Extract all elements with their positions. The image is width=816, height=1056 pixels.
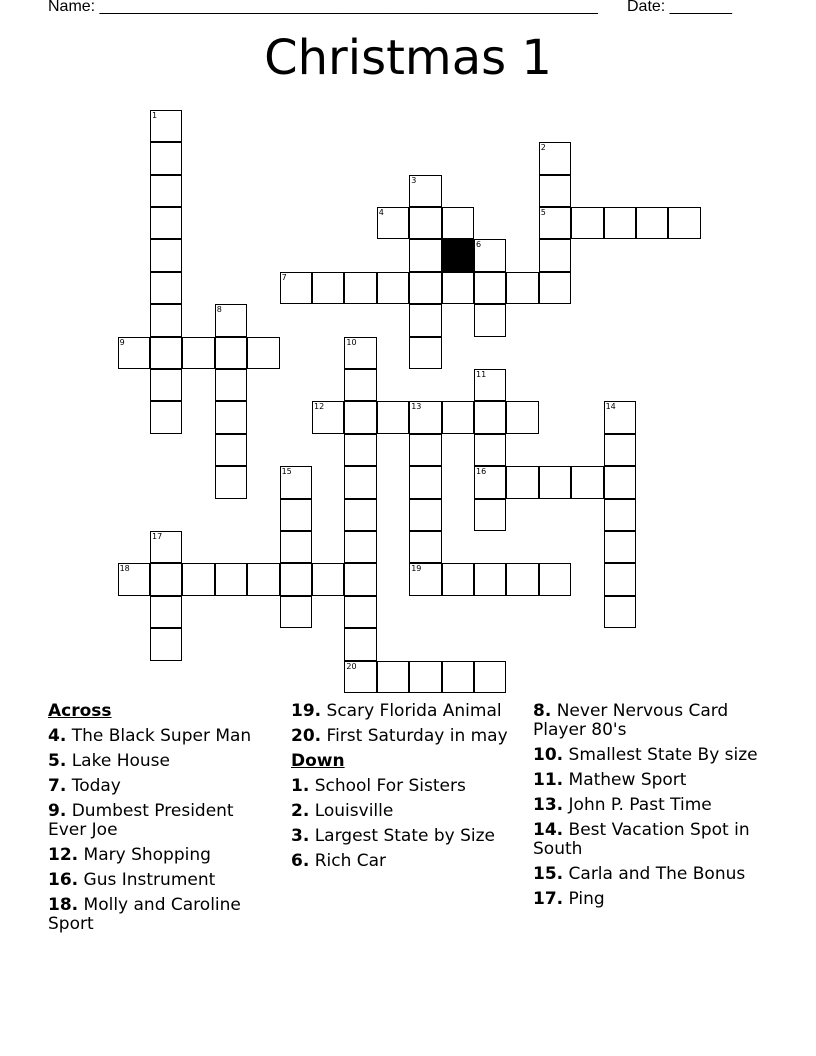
grid-cell[interactable]: [344, 563, 376, 595]
grid-cell[interactable]: [409, 239, 441, 271]
grid-cell[interactable]: [604, 531, 636, 563]
clue-number-label: 2.: [291, 801, 310, 821]
grid-cell[interactable]: [377, 207, 409, 239]
grid-cell[interactable]: [539, 175, 571, 207]
clue-text: Best Vacation Spot in South: [533, 820, 750, 859]
grid-cell[interactable]: [215, 337, 247, 369]
clue-number-label: 1.: [291, 776, 310, 796]
grid-cell[interactable]: [150, 401, 182, 433]
grid-cell[interactable]: [247, 563, 279, 595]
grid-cell[interactable]: [150, 272, 182, 304]
grid-cell[interactable]: [409, 434, 441, 466]
grid-cell[interactable]: [571, 466, 603, 498]
grid-cell[interactable]: [377, 401, 409, 433]
clue-number-label: 11.: [533, 770, 564, 790]
grid-cell[interactable]: [150, 110, 182, 142]
clue-number: 17: [152, 532, 163, 541]
grid-cell[interactable]: [182, 563, 214, 595]
clue-number: 7: [281, 272, 287, 282]
grid-cell[interactable]: [539, 239, 571, 271]
grid-cell[interactable]: [442, 661, 474, 693]
clue-item: [48, 752, 273, 771]
clue-item: [48, 802, 273, 840]
grid-cell[interactable]: [539, 142, 571, 174]
grid-cell[interactable]: [604, 466, 636, 498]
grid-cell[interactable]: [604, 207, 636, 239]
grid-cell[interactable]: [442, 563, 474, 595]
grid-cell[interactable]: [215, 434, 247, 466]
grid-cell[interactable]: [377, 661, 409, 693]
clue-text: Molly and Caroline Sport: [48, 895, 241, 934]
grid-cell[interactable]: [280, 531, 312, 563]
clue-text: Smallest State By size: [568, 745, 758, 765]
clue-number-label: 10.: [533, 745, 564, 765]
grid-cell[interactable]: [150, 531, 182, 563]
clue-number-label: 18.: [48, 895, 79, 915]
blocked-cell: [442, 239, 474, 271]
grid-cell[interactable]: [215, 369, 247, 401]
page-title: Christmas 1: [264, 30, 552, 86]
grid-cell[interactable]: [150, 596, 182, 628]
clue-item: [291, 777, 516, 796]
clue-item: [533, 821, 758, 859]
clue-item: [48, 727, 273, 746]
clue-text: Louisville: [314, 801, 394, 821]
clue-text: Today: [71, 776, 121, 796]
grid-cell[interactable]: [409, 175, 441, 207]
clue-number-label: 7.: [48, 776, 67, 796]
grid-cell[interactable]: [150, 175, 182, 207]
across-heading: Across: [48, 701, 112, 721]
clue-number-label: 3.: [291, 826, 310, 846]
grid-cell[interactable]: [150, 628, 182, 660]
grid-cell[interactable]: [409, 304, 441, 336]
grid-cell[interactable]: [442, 207, 474, 239]
clue-text: Never Nervous Card Player 80's: [533, 701, 729, 740]
grid-cell[interactable]: [474, 661, 506, 693]
clue-number-label: 5.: [48, 751, 67, 771]
clue-number-label: 15.: [533, 864, 564, 884]
clue-number: 14: [605, 402, 616, 412]
clue-text: Gus Instrument: [83, 870, 216, 890]
grid-cell[interactable]: [506, 563, 538, 595]
clue-number: 8: [216, 305, 222, 315]
grid-cell[interactable]: [344, 369, 376, 401]
clue-number-label: 4.: [48, 726, 67, 746]
down-heading: Down: [291, 751, 345, 771]
grid-cell[interactable]: [150, 142, 182, 174]
grid-cell[interactable]: [604, 401, 636, 433]
grid-cell[interactable]: [312, 401, 344, 433]
clue-number: 5: [540, 208, 546, 217]
grid-cell[interactable]: [150, 563, 182, 595]
clue-item: [291, 802, 516, 821]
date-field: Date: _______: [627, 0, 732, 15]
grid-cell[interactable]: [280, 596, 312, 628]
grid-cell[interactable]: [442, 401, 474, 433]
grid-cell[interactable]: [280, 272, 312, 304]
grid-cell[interactable]: [506, 401, 538, 433]
clue-item: [291, 727, 516, 746]
grid-cell[interactable]: [150, 337, 182, 369]
clue-item: [533, 746, 758, 765]
grid-cell[interactable]: [312, 563, 344, 595]
grid-cell[interactable]: [604, 434, 636, 466]
clue-text: John P. Past Time: [568, 795, 712, 815]
grid-cell[interactable]: [442, 272, 474, 304]
grid-cell[interactable]: [474, 401, 506, 433]
grid-cell[interactable]: [474, 563, 506, 595]
clue-number: 19: [411, 564, 422, 574]
grid-cell[interactable]: [474, 239, 506, 271]
grid-cell[interactable]: [150, 207, 182, 239]
clue-item: [533, 890, 758, 909]
grid-cell[interactable]: [409, 499, 441, 531]
grid-cell[interactable]: [409, 401, 441, 433]
grid-cell[interactable]: [344, 434, 376, 466]
clue-number-label: 8.: [533, 701, 552, 721]
clue-number-label: 17.: [533, 889, 564, 909]
clue-number: 1: [152, 110, 158, 120]
grid-cell[interactable]: [409, 466, 441, 498]
clue-text: Mathew Sport: [568, 770, 687, 790]
grid-cell[interactable]: [150, 369, 182, 401]
grid-cell[interactable]: [474, 304, 506, 336]
grid-cell[interactable]: [409, 272, 441, 304]
clue-item: [291, 852, 516, 871]
clue-column-3: [533, 702, 758, 915]
grid-cell[interactable]: [604, 596, 636, 628]
clue-item: [533, 702, 758, 740]
clue-item: [533, 771, 758, 790]
grid-cell[interactable]: [571, 207, 603, 239]
grid-cell[interactable]: [118, 337, 150, 369]
clue-text: School For Sisters: [314, 776, 466, 796]
grid-cell[interactable]: [409, 563, 441, 595]
clue-text: Scary Florida Animal: [326, 701, 502, 721]
grid-cell[interactable]: [539, 563, 571, 595]
grid-cell[interactable]: [344, 272, 376, 304]
clue-number-label: 9.: [48, 801, 67, 821]
grid-cell[interactable]: [409, 661, 441, 693]
grid-cell[interactable]: [474, 466, 506, 498]
clue-number: 15: [281, 467, 292, 477]
clue-item: [533, 796, 758, 815]
clue-number-label: 16.: [48, 870, 79, 890]
clue-text: First Saturday in may: [326, 726, 508, 746]
grid-cell[interactable]: [344, 337, 376, 369]
clue-number: 2: [540, 143, 546, 153]
clue-text: Rich Car: [314, 851, 387, 871]
grid-cell[interactable]: [636, 207, 668, 239]
grid-cell[interactable]: [409, 337, 441, 369]
grid-cell[interactable]: [377, 272, 409, 304]
grid-cell[interactable]: [604, 563, 636, 595]
clue-text: Dumbest President Ever Joe: [48, 801, 234, 840]
grid-cell[interactable]: [312, 272, 344, 304]
clue-number: 6: [476, 240, 482, 250]
grid-cell[interactable]: [409, 531, 441, 563]
grid-cell[interactable]: [150, 304, 182, 336]
grid-cell[interactable]: [506, 466, 538, 498]
grid-cell[interactable]: [344, 628, 376, 660]
clue-number-label: 19.: [291, 701, 322, 721]
clue-number-label: 20.: [291, 726, 322, 746]
grid-cell[interactable]: [344, 531, 376, 563]
grid-cell[interactable]: [344, 596, 376, 628]
grid-cell[interactable]: [280, 499, 312, 531]
grid-cell[interactable]: [182, 337, 214, 369]
clue-item: [533, 865, 758, 884]
grid-cell[interactable]: [280, 563, 312, 595]
clue-item: [48, 846, 273, 865]
grid-cell[interactable]: [344, 499, 376, 531]
name-field: Name: ________________________________________________________: [48, 0, 598, 15]
grid-cell[interactable]: [539, 272, 571, 304]
clue-item: [48, 871, 273, 890]
clue-number: 4: [378, 208, 384, 217]
grid-cell[interactable]: [474, 434, 506, 466]
clue-text: Ping: [568, 889, 605, 909]
clue-number-label: 14.: [533, 820, 564, 840]
grid-cell[interactable]: [506, 272, 538, 304]
grid-cell[interactable]: [539, 207, 571, 239]
clue-item: [291, 702, 516, 721]
clue-item: [48, 896, 273, 934]
clue-number: 16: [476, 467, 487, 477]
clue-number: 3: [411, 175, 417, 185]
grid-cell[interactable]: [247, 337, 279, 369]
clue-column-2: [291, 702, 516, 877]
grid-cell[interactable]: [474, 499, 506, 531]
grid-cell[interactable]: [474, 272, 506, 304]
grid-cell[interactable]: [409, 207, 441, 239]
grid-cell[interactable]: [215, 401, 247, 433]
clue-text: Lake House: [71, 751, 170, 771]
grid-cell[interactable]: [215, 304, 247, 336]
clue-number-label: 6.: [291, 851, 310, 871]
clue-number-label: 13.: [533, 795, 564, 815]
clue-text: Mary Shopping: [83, 845, 211, 865]
clue-number: 11: [476, 370, 487, 379]
clue-number-label: 12.: [48, 845, 79, 865]
clue-item: [48, 777, 273, 796]
clue-item: [291, 827, 516, 846]
clue-column-1: [48, 702, 273, 940]
clue-number: 20: [346, 661, 357, 671]
grid-cell[interactable]: [344, 466, 376, 498]
grid-cell[interactable]: [215, 466, 247, 498]
grid-cell[interactable]: [118, 563, 150, 595]
clue-text: Carla and The Bonus: [568, 864, 746, 884]
grid-cell[interactable]: [474, 369, 506, 401]
grid-cell[interactable]: [668, 207, 700, 239]
clue-number: 10: [346, 337, 357, 347]
grid-cell[interactable]: [215, 563, 247, 595]
clue-text: The Black Super Man: [71, 726, 252, 746]
grid-cell[interactable]: [280, 466, 312, 498]
grid-cell[interactable]: [150, 239, 182, 271]
clue-number: 13: [411, 402, 422, 412]
grid-cell[interactable]: [344, 401, 376, 433]
clue-number: 12: [314, 402, 325, 412]
grid-cell[interactable]: [539, 466, 571, 498]
clue-number: 9: [119, 337, 125, 347]
clue-number: 18: [119, 564, 130, 574]
grid-cell[interactable]: [604, 499, 636, 531]
grid-cell[interactable]: [344, 661, 376, 693]
clue-text: Largest State by Size: [314, 826, 496, 846]
